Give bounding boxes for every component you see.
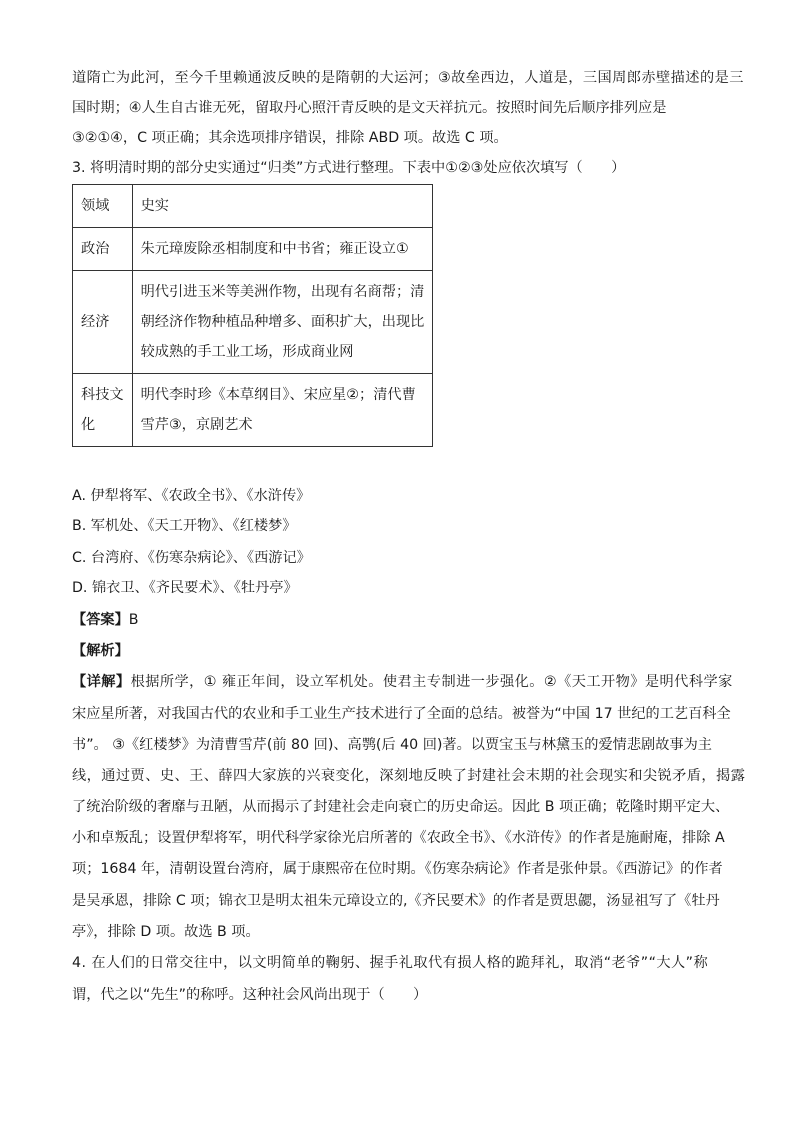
option-d: D. 锦衣卫、《齐民要术》、《牡丹亭》 [72, 580, 298, 596]
detail-line-2: 宋应星所著，对我国古代的农业和手工业生产技术进行了全面的总结。被誉为“中国 17 世纪的工艺百科全 [72, 706, 731, 722]
table-header-facts: 史实 [132, 185, 433, 228]
detail-line-6: 小和卓叛乱；设置伊犁将军，明代科学家徐光启所著的《农政全书》、《水浒传》的作者是施耐庵，排除 A [72, 830, 725, 846]
detail-line-5: 了统治阶级的奢靡与丑陋，从而揭示了封建社会走向衰亡的历史命运。因此 B 项正确；乾隆时期平定大、 [72, 799, 730, 815]
field-text: 政治 [81, 241, 110, 257]
answer-value: B [128, 612, 139, 628]
detail-text: 根据所学，① 雍正年间，设立军机处。使君主专制进一步强化。②《天工开物》是明代科学家 [130, 674, 733, 690]
table-header-row [73, 185, 433, 228]
answer-line [72, 610, 139, 630]
question-4-line-1: 4. 在人们的日常交往中，以文明简单的鞠躬、握手礼取代有损人格的跪拜礼，取消“老爷”“大人”称 [72, 955, 709, 971]
table-row-economy [73, 271, 433, 374]
answer-label: 【答案】 [72, 612, 129, 628]
option-b: B. 军机处、《天工开物》、《红楼梦》 [72, 518, 297, 534]
detail-line-9: 亭》，排除 D 项。故选 B 项。 [72, 924, 260, 940]
intro-line-3: ③②①④，C 项正确；其余选项排序错误，排除 ABD 项。故选 C 项。 [72, 130, 508, 146]
table-cell-field [73, 374, 133, 447]
table-cell-field [73, 228, 133, 271]
detail-line-8: 是吴承恩，排除 C 项；锦衣卫是明太祖朱元璋设立的,《齐民要术》的作者是贾思勰，汤显祖写了《牡丹 [72, 893, 720, 909]
analysis-label-text: 【解析】 [72, 643, 129, 659]
table-cell-facts [132, 271, 433, 374]
facts-line: 明代李时珍《本草纲目》、宋应星②；清代曹 [140, 387, 416, 403]
detail-line-3: 书”。 ③《红楼梦》为清曹雪芹(前 80 回)、高鹗(后 40 回)著。以贾宝玉与林黛玉的爱情悲剧故事为主 [72, 737, 712, 753]
table-cell-facts [132, 228, 433, 271]
option-c: C. 台湾府、《伤寒杂病论》、《西游记》 [72, 550, 311, 566]
intro-line-1: 道隋亡为此河，至今千里赖通波反映的是隋朝的大运河；③故垒西边，人道是，三国周郎赤壁描述的是三 [72, 70, 744, 86]
analysis-label [72, 641, 129, 661]
table-cell-field [73, 271, 133, 374]
question-4-line-2: 谓，代之以“先生”的称呼。这种社会风尚出现于（ ） [72, 987, 428, 1003]
detail-line-4: 线，通过贾、史、王、薛四大家族的兴衰变化，深刻地反映了封建社会末期的社会现实和尖锐矛盾，揭露 [72, 768, 746, 784]
table-cell-facts [132, 374, 433, 447]
detail-line-1 [72, 672, 733, 692]
table-header-field: 领域 [73, 185, 133, 228]
field-text: 经济 [81, 314, 110, 330]
detail-line-7: 项；1684 年，清朝设置台湾府，属于康熙帝在位时期。《伤寒杂病论》作者是张仲景。《西游记》的作者 [72, 861, 723, 877]
field-text: 化 [81, 417, 96, 433]
facts-line: 朱元璋废除丞相制度和中书省；雍正设立① [140, 241, 409, 257]
field-text: 科技文 [81, 387, 124, 403]
facts-line: 较成熟的手工业工场，形成商业网 [140, 344, 354, 360]
facts-line: 雪芹③，京剧艺术 [140, 417, 253, 433]
intro-line-2: 国时期；④人生自古谁无死，留取丹心照汗青反映的是文天祥抗元。按照时间先后顺序排列应是 [72, 100, 667, 116]
history-classification-table [72, 184, 433, 447]
question-3-stem: 3. 将明清时期的部分史实通过“归类”方式进行整理。下表中①②③处应依次填写（ ） [72, 160, 626, 176]
option-a: A. 伊犁将军、《农政全书》、《水浒传》 [72, 488, 311, 504]
table-row-politics [73, 228, 433, 271]
table-row-culture [73, 374, 433, 447]
detail-label: 【详解】 [72, 674, 131, 690]
facts-line: 明代引进玉米等美洲作物，出现有名商帮；清 [140, 284, 425, 300]
facts-line: 朝经济作物种植品种增多、面积扩大，出现比 [140, 314, 425, 330]
